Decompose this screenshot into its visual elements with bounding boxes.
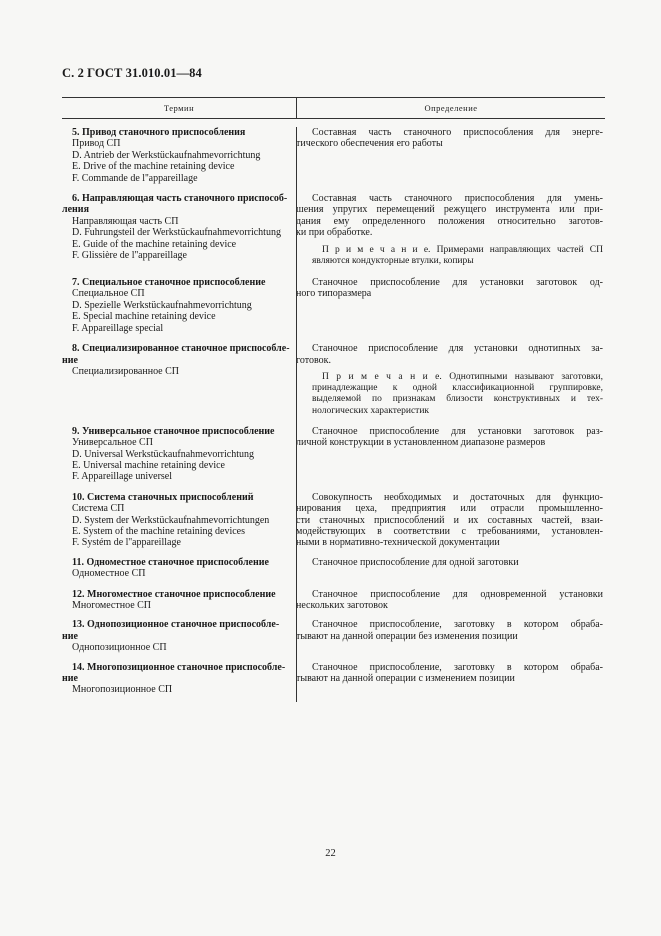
definition-cell (296, 343, 605, 417)
definition-line: сти станочных приспособлений и их составных частей, взаи- (296, 514, 603, 526)
table-row (62, 492, 605, 549)
term-cell (62, 492, 296, 549)
term-name: E. Guide of the machine retaining device (72, 238, 237, 250)
term-name: E. System of the machine retaining devices (72, 525, 246, 537)
term-cell (62, 193, 296, 267)
definition-line: тического обеспечения его работы (296, 138, 443, 150)
table-header (62, 97, 605, 119)
term-title: ние (62, 354, 78, 366)
definition-line: Составная часть станочного приспособления для энерге- (312, 127, 603, 138)
definition-line: шения упругих перемещений режущего инструмента или при- (296, 204, 603, 216)
term-name: F. Glissière de l''appareillage (72, 250, 187, 262)
term-name: Специализированное СП (72, 365, 180, 377)
definition-cell (296, 277, 605, 334)
term-name: F. Appareillage universel (72, 471, 173, 483)
definition-cell (296, 589, 605, 612)
term-title: 14. Многопозиционное станочное приспособле- (72, 661, 286, 673)
definition-line: Станочное приспособление для установки заготовок од- (312, 277, 603, 289)
term-cell (62, 557, 296, 580)
definition-line: тывают на данной операции без изменения позиции (296, 630, 518, 642)
definition-cell (296, 426, 605, 483)
term-name: E. Special machine retaining device (72, 311, 216, 323)
terms-table (62, 97, 605, 702)
term-name: F. Appareillage special (72, 322, 164, 334)
page-number: 22 (325, 848, 336, 859)
definition-line: Станочное приспособление для установки однотипных за- (312, 343, 603, 355)
note-line: принадлежащие к одной классификационной группировке, (312, 383, 603, 394)
term-title: 12. Многоместное станочное приспособление (72, 588, 276, 600)
note-line: выделяемой по признакам близости конструктивных и тех- (312, 394, 603, 405)
term-cell (62, 619, 296, 653)
term-name: F. Systém de l''appareillage (72, 537, 181, 549)
definition-line: нирования цеха, предприятия или отрасли промышленно- (296, 503, 603, 515)
column-header-term: Термин (62, 98, 297, 118)
definition-line: Составная часть станочного приспособления для умень- (312, 193, 603, 205)
definition-line: нескольких заготовок (296, 600, 388, 611)
term-name: D. Fuhrungsteil der Werkstückaufnahmevorrichtung (72, 227, 281, 239)
term-name: Привод СП (72, 138, 121, 150)
definition-cell (296, 127, 605, 184)
term-cell (62, 662, 296, 696)
table-row (62, 343, 605, 417)
term-name: Специальное СП (72, 288, 145, 300)
note-line: П р и м е ч а н и е. Примерами направляющих частей СП (322, 244, 603, 255)
definition-cell (296, 492, 605, 549)
term-name: D. Antrieb der Werkstückaufnahmevorrichtung (72, 149, 261, 161)
definition-cell (296, 557, 605, 580)
page-header: С. 2 ГОСТ 31.010.01—84 (62, 66, 202, 80)
definition-line: готовок. (296, 354, 331, 366)
definition-line: тывают на данной операции с изменением позиции (296, 673, 515, 685)
table-row (62, 277, 605, 334)
term-name: F. Commande de l''appareillage (72, 172, 198, 184)
term-name: Многопозиционное СП (72, 684, 173, 696)
term-title: 9. Универсальное станочное приспособление (72, 425, 275, 437)
table-row (62, 589, 605, 612)
term-cell (62, 589, 296, 612)
term-name: D. System der Werkstückaufnahmevorrichtungen (72, 514, 270, 526)
term-title: ние (62, 673, 78, 685)
definition-line: Станочное приспособление, заготовку в котором обраба- (312, 619, 603, 631)
term-name: Многоместное СП (72, 600, 152, 611)
definition-line: ного типоразмера (296, 288, 372, 300)
note-block (312, 245, 603, 267)
term-title: ние (62, 630, 78, 642)
definition-line: Станочное приспособление для одновременной установки (312, 588, 603, 600)
note-block (312, 372, 603, 417)
term-name: D. Spezielle Werkstückaufnahmevorrichtung (72, 299, 252, 311)
term-name: Направляющая часть СП (72, 215, 179, 227)
definition-line: модействующих в соответствии с требованиями, установлен- (296, 525, 603, 537)
definition-cell (296, 662, 605, 696)
definition-line: Совокупность необходимых и достаточных для функцио- (312, 491, 603, 503)
table-row (62, 127, 605, 184)
term-title: 8. Специализированное станочное приспособле- (72, 343, 290, 355)
definition-line: Станочное приспособление для установки заготовок раз- (312, 425, 603, 437)
table-row (62, 619, 605, 653)
note-line: нологических характеристик (312, 405, 430, 416)
definition-cell (296, 619, 605, 653)
table-row (62, 662, 605, 696)
definition-line: ки при обработке. (296, 227, 373, 239)
term-title: 5. Привод станочного приспособления (72, 127, 246, 138)
note-line: являются кондукторные втулки, копиры (312, 255, 474, 266)
term-cell (62, 277, 296, 334)
definition-cell (296, 193, 605, 267)
term-title: 11. Одноместное станочное приспособление (72, 556, 269, 568)
definition-line: личной конструкции в установленном диапазоне размеров (296, 437, 546, 449)
table-body (62, 127, 605, 702)
definition-line: ными в нормативно-технической документации (296, 537, 500, 549)
term-name: E. Universal machine retaining device (72, 459, 225, 471)
table-row (62, 557, 605, 580)
term-title: 13. Однопозиционное станочное приспособле- (72, 619, 280, 631)
term-title: 6. Направляющая часть станочного приспособ- (72, 193, 288, 205)
definition-line: Станочное приспособление для одной заготовки (312, 556, 519, 568)
column-divider (296, 127, 297, 702)
term-title: ления (62, 204, 89, 216)
term-name: E. Drive of the machine retaining device (72, 161, 235, 173)
term-name: Система СП (72, 503, 125, 515)
term-name: Универсальное СП (72, 437, 153, 449)
note-line: П р и м е ч а н и е. Однотипными называют заготовки, (322, 371, 603, 382)
term-title: 10. Система станочных приспособлений (72, 491, 254, 503)
term-name: D. Universal Werkstückaufnahmevorrichtung (72, 448, 255, 460)
term-cell (62, 426, 296, 483)
table-row (62, 426, 605, 483)
term-title: 7. Специальное станочное приспособление (72, 277, 266, 289)
term-cell (62, 127, 296, 184)
table-row (62, 193, 605, 267)
column-header-definition: Определение (424, 103, 478, 113)
definition-line: дания ему определенного положения относительно заготов- (296, 215, 603, 227)
term-name: Однопозиционное СП (72, 642, 167, 654)
definition-line: Станочное приспособление, заготовку в котором обраба- (312, 661, 603, 673)
term-name: Одноместное СП (72, 568, 146, 580)
term-cell (62, 343, 296, 417)
